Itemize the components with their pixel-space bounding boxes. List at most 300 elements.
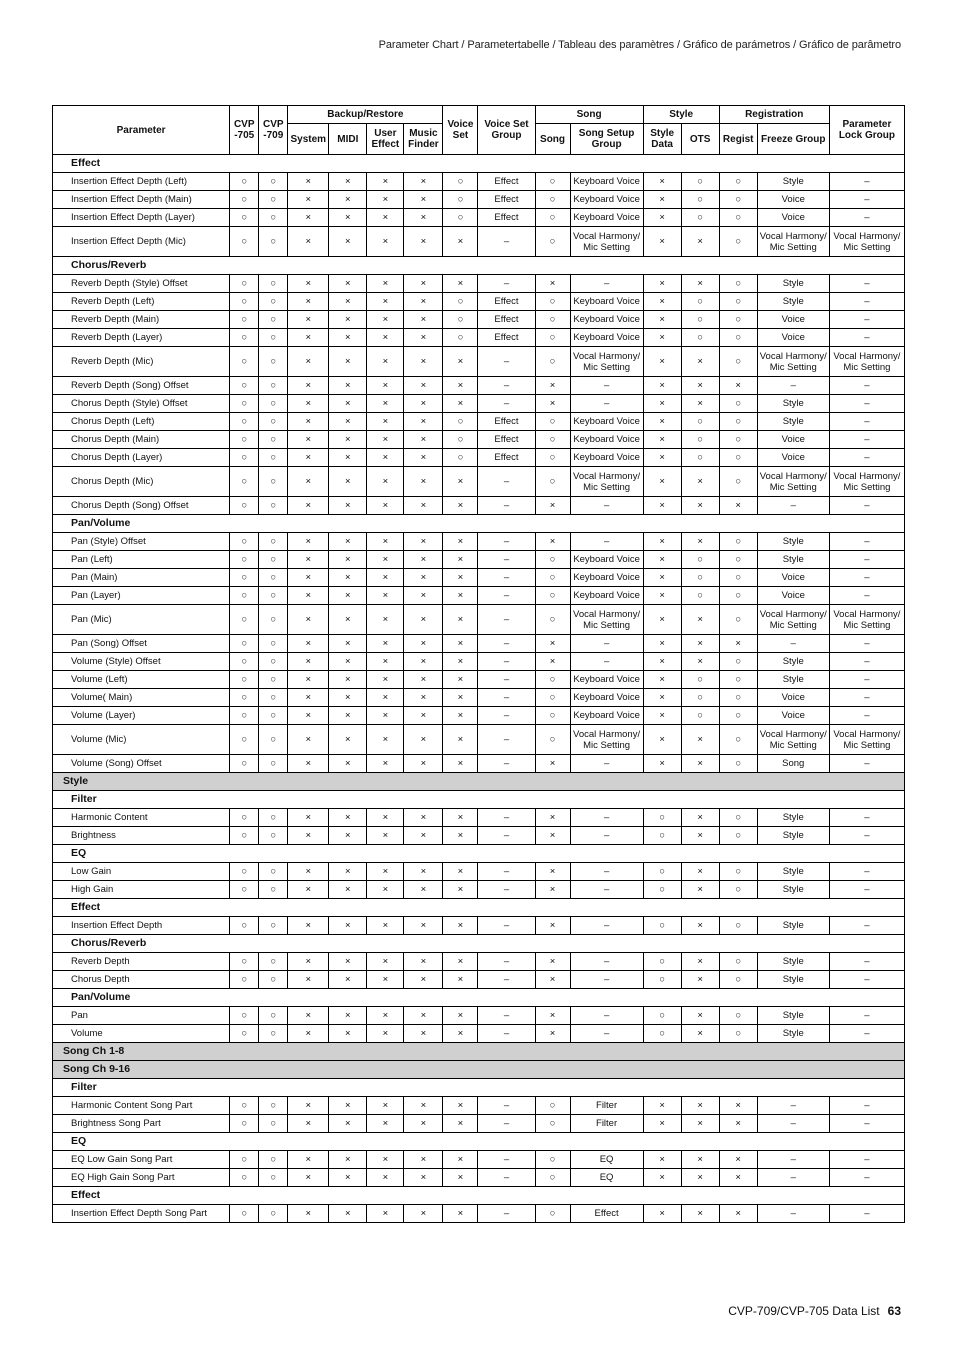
table-cell: × bbox=[643, 1115, 681, 1133]
table-cell: ○ bbox=[681, 587, 719, 605]
table-cell: ○ bbox=[643, 827, 681, 845]
table-cell: ○ bbox=[719, 311, 757, 329]
table-row bbox=[53, 209, 905, 227]
table-cell: × bbox=[288, 755, 329, 773]
table-cell: ○ bbox=[230, 329, 259, 347]
table-cell: ○ bbox=[535, 671, 570, 689]
table-cell: Keyboard Voice bbox=[570, 173, 643, 191]
table-cell: Voice bbox=[757, 431, 829, 449]
parameter-name: Volume( Main) bbox=[53, 689, 230, 707]
parameter-name: Chorus Depth (Style) Offset bbox=[53, 395, 230, 413]
table-cell: – bbox=[570, 497, 643, 515]
parameter-name: Insertion Effect Depth (Mic) bbox=[53, 227, 230, 257]
parameter-chart-table bbox=[52, 105, 905, 1223]
table-row bbox=[53, 725, 905, 755]
page-header: Parameter Chart / Parametertabelle / Tableau des paramètres / Gráfico de parámetros / Gráfico de parâmetro bbox=[378, 39, 901, 51]
table-cell: – bbox=[570, 377, 643, 395]
col-midi: MIDI bbox=[329, 124, 367, 155]
table-cell: Vocal Harmony/ Mic Setting bbox=[757, 467, 829, 497]
table-cell: × bbox=[681, 917, 719, 935]
table-cell: × bbox=[643, 533, 681, 551]
table-cell: × bbox=[443, 953, 478, 971]
table-cell: ○ bbox=[259, 569, 288, 587]
table-cell: ○ bbox=[719, 275, 757, 293]
table-cell: × bbox=[719, 635, 757, 653]
table-cell: – bbox=[829, 431, 904, 449]
table-cell: – bbox=[829, 1097, 904, 1115]
table-cell: × bbox=[329, 1169, 367, 1187]
table-cell: ○ bbox=[719, 209, 757, 227]
table-cell: × bbox=[681, 605, 719, 635]
table-cell: × bbox=[404, 347, 443, 377]
table-row bbox=[53, 467, 905, 497]
parameter-name: Volume (Layer) bbox=[53, 707, 230, 725]
table-cell: Effect bbox=[478, 209, 535, 227]
table-row bbox=[53, 1025, 905, 1043]
table-cell: × bbox=[288, 569, 329, 587]
parameter-name: Reverb Depth (Mic) bbox=[53, 347, 230, 377]
table-cell: ○ bbox=[230, 1169, 259, 1187]
table-cell: × bbox=[367, 329, 404, 347]
table-cell: ○ bbox=[719, 863, 757, 881]
table-cell: – bbox=[478, 1169, 535, 1187]
table-cell: × bbox=[288, 653, 329, 671]
subsection-row bbox=[53, 899, 905, 917]
table-cell: × bbox=[404, 863, 443, 881]
table-cell: – bbox=[757, 1115, 829, 1133]
table-cell: – bbox=[829, 635, 904, 653]
table-cell: Keyboard Voice bbox=[570, 587, 643, 605]
table-cell: × bbox=[367, 1151, 404, 1169]
table-cell: × bbox=[443, 347, 478, 377]
table-cell: Style bbox=[757, 809, 829, 827]
table-cell: – bbox=[829, 953, 904, 971]
table-cell: × bbox=[367, 953, 404, 971]
table-row bbox=[53, 431, 905, 449]
table-cell: ○ bbox=[681, 311, 719, 329]
subsection-row bbox=[53, 257, 905, 275]
table-cell: × bbox=[329, 881, 367, 899]
table-cell: × bbox=[367, 293, 404, 311]
table-cell: × bbox=[404, 971, 443, 989]
table-cell: Vocal Harmony/ Mic Setting bbox=[757, 227, 829, 257]
table-cell: × bbox=[404, 329, 443, 347]
col-user-effect: User Effect bbox=[367, 124, 404, 155]
table-row bbox=[53, 635, 905, 653]
table-cell: ○ bbox=[259, 1025, 288, 1043]
table-cell: × bbox=[643, 293, 681, 311]
table-cell: × bbox=[443, 1115, 478, 1133]
table-cell: – bbox=[478, 605, 535, 635]
table-cell: ○ bbox=[230, 449, 259, 467]
table-row bbox=[53, 227, 905, 257]
table-cell: ○ bbox=[230, 653, 259, 671]
table-cell: × bbox=[681, 1169, 719, 1187]
table-cell: × bbox=[643, 605, 681, 635]
table-cell: × bbox=[367, 917, 404, 935]
table-cell: × bbox=[367, 497, 404, 515]
table-cell: × bbox=[329, 605, 367, 635]
table-cell: × bbox=[288, 917, 329, 935]
table-row bbox=[53, 329, 905, 347]
table-cell: × bbox=[643, 587, 681, 605]
table-cell: × bbox=[329, 1151, 367, 1169]
table-cell: ○ bbox=[259, 587, 288, 605]
table-cell: Style bbox=[757, 551, 829, 569]
table-row bbox=[53, 551, 905, 569]
table-cell: ○ bbox=[230, 917, 259, 935]
table-cell: × bbox=[443, 1169, 478, 1187]
table-cell: ○ bbox=[719, 347, 757, 377]
table-row bbox=[53, 1115, 905, 1133]
table-cell: × bbox=[367, 1115, 404, 1133]
table-cell: ○ bbox=[719, 881, 757, 899]
col-regist: Regist bbox=[719, 124, 757, 155]
table-cell: × bbox=[404, 881, 443, 899]
table-cell: × bbox=[288, 953, 329, 971]
table-cell: × bbox=[288, 635, 329, 653]
table-cell: ○ bbox=[259, 1097, 288, 1115]
table-cell: ○ bbox=[681, 569, 719, 587]
category-label: Song Ch 9-16 bbox=[53, 1061, 905, 1079]
table-row bbox=[53, 671, 905, 689]
table-cell: Effect bbox=[478, 431, 535, 449]
table-cell: ○ bbox=[259, 347, 288, 377]
table-cell: ○ bbox=[719, 827, 757, 845]
table-cell: – bbox=[570, 1025, 643, 1043]
table-cell: × bbox=[643, 467, 681, 497]
table-cell: – bbox=[570, 971, 643, 989]
table-cell: × bbox=[404, 1169, 443, 1187]
table-cell: × bbox=[681, 863, 719, 881]
table-cell: × bbox=[404, 587, 443, 605]
table-cell: – bbox=[829, 275, 904, 293]
table-cell: × bbox=[443, 1025, 478, 1043]
table-cell: ○ bbox=[535, 587, 570, 605]
table-cell: ○ bbox=[230, 953, 259, 971]
table-cell: × bbox=[329, 863, 367, 881]
table-cell: ○ bbox=[230, 1025, 259, 1043]
table-cell: × bbox=[404, 431, 443, 449]
table-cell: ○ bbox=[535, 209, 570, 227]
table-cell: – bbox=[570, 917, 643, 935]
table-cell: – bbox=[478, 689, 535, 707]
subsection-label: EQ bbox=[53, 1133, 905, 1151]
table-cell: × bbox=[288, 275, 329, 293]
table-cell: × bbox=[404, 497, 443, 515]
subsection-label: Filter bbox=[53, 1079, 905, 1097]
table-cell: × bbox=[643, 209, 681, 227]
table-cell: × bbox=[404, 311, 443, 329]
parameter-name: Pan bbox=[53, 1007, 230, 1025]
table-cell: – bbox=[829, 1169, 904, 1187]
table-cell: – bbox=[478, 653, 535, 671]
table-cell: × bbox=[404, 173, 443, 191]
table-cell: × bbox=[643, 395, 681, 413]
table-cell: × bbox=[404, 227, 443, 257]
table-cell: × bbox=[719, 497, 757, 515]
table-cell: – bbox=[829, 827, 904, 845]
table-cell: ○ bbox=[259, 311, 288, 329]
category-row bbox=[53, 773, 905, 791]
table-cell: × bbox=[535, 653, 570, 671]
table-cell: – bbox=[570, 395, 643, 413]
table-cell: × bbox=[681, 725, 719, 755]
table-cell: × bbox=[288, 551, 329, 569]
table-cell: × bbox=[329, 635, 367, 653]
table-cell: ○ bbox=[230, 1097, 259, 1115]
table-cell: × bbox=[404, 467, 443, 497]
table-cell: × bbox=[329, 413, 367, 431]
table-cell: ○ bbox=[719, 653, 757, 671]
table-cell: × bbox=[329, 275, 367, 293]
parameter-name: Volume (Left) bbox=[53, 671, 230, 689]
table-row bbox=[53, 587, 905, 605]
table-cell: Keyboard Voice bbox=[570, 413, 643, 431]
table-cell: Keyboard Voice bbox=[570, 671, 643, 689]
parameter-name: Chorus Depth (Layer) bbox=[53, 449, 230, 467]
parameter-name: Insertion Effect Depth (Left) bbox=[53, 173, 230, 191]
table-cell: Effect bbox=[478, 311, 535, 329]
table-cell: ○ bbox=[230, 605, 259, 635]
table-cell: × bbox=[443, 755, 478, 773]
table-cell: × bbox=[367, 1169, 404, 1187]
table-cell: × bbox=[329, 191, 367, 209]
table-cell: × bbox=[404, 917, 443, 935]
table-cell: × bbox=[681, 275, 719, 293]
table-cell: × bbox=[443, 1007, 478, 1025]
table-cell: Song bbox=[757, 755, 829, 773]
table-cell: ○ bbox=[259, 671, 288, 689]
table-cell: × bbox=[535, 1007, 570, 1025]
table-cell: × bbox=[367, 1007, 404, 1025]
table-cell: – bbox=[829, 971, 904, 989]
col-freeze-group: Freeze Group bbox=[757, 124, 829, 155]
table-cell: Style bbox=[757, 827, 829, 845]
parameter-name: Volume (Mic) bbox=[53, 725, 230, 755]
table-cell: × bbox=[404, 827, 443, 845]
table-cell: × bbox=[681, 1007, 719, 1025]
table-cell: ○ bbox=[719, 395, 757, 413]
table-cell: Voice bbox=[757, 569, 829, 587]
table-cell: Effect bbox=[478, 191, 535, 209]
table-cell: × bbox=[443, 227, 478, 257]
table-cell: × bbox=[329, 533, 367, 551]
table-cell: – bbox=[829, 293, 904, 311]
subsection-row bbox=[53, 791, 905, 809]
table-cell: Vocal Harmony/ Mic Setting bbox=[829, 605, 904, 635]
table-row bbox=[53, 827, 905, 845]
table-cell: ○ bbox=[681, 413, 719, 431]
table-cell: EQ bbox=[570, 1151, 643, 1169]
parameter-name: Chorus Depth (Song) Offset bbox=[53, 497, 230, 515]
table-cell: ○ bbox=[719, 293, 757, 311]
table-cell: ○ bbox=[259, 449, 288, 467]
table-cell: × bbox=[443, 917, 478, 935]
parameter-name: Pan (Main) bbox=[53, 569, 230, 587]
table-cell: ○ bbox=[535, 173, 570, 191]
table-cell: × bbox=[288, 587, 329, 605]
table-cell: ○ bbox=[259, 863, 288, 881]
col-parameter-lock-group: Parameter Lock Group bbox=[829, 106, 904, 155]
table-cell: – bbox=[829, 377, 904, 395]
table-cell: × bbox=[404, 953, 443, 971]
table-cell: – bbox=[829, 671, 904, 689]
table-cell: ○ bbox=[643, 881, 681, 899]
table-cell: – bbox=[570, 827, 643, 845]
col-group-backup-restore: Backup/Restore bbox=[288, 106, 443, 124]
table-cell: Style bbox=[757, 917, 829, 935]
table-cell: ○ bbox=[681, 191, 719, 209]
subsection-row bbox=[53, 845, 905, 863]
table-cell: – bbox=[570, 275, 643, 293]
table-cell: – bbox=[829, 209, 904, 227]
table-cell: ○ bbox=[230, 1151, 259, 1169]
table-cell: – bbox=[478, 917, 535, 935]
table-cell: × bbox=[367, 551, 404, 569]
table-cell: – bbox=[478, 587, 535, 605]
table-cell: ○ bbox=[719, 551, 757, 569]
table-cell: Keyboard Voice bbox=[570, 551, 643, 569]
table-cell: × bbox=[681, 377, 719, 395]
table-cell: × bbox=[404, 569, 443, 587]
table-cell: ○ bbox=[719, 605, 757, 635]
table-cell: Style bbox=[757, 413, 829, 431]
table-row bbox=[53, 413, 905, 431]
table-cell: – bbox=[829, 653, 904, 671]
table-cell: – bbox=[570, 953, 643, 971]
table-row bbox=[53, 347, 905, 377]
table-cell: × bbox=[288, 449, 329, 467]
table-cell: × bbox=[404, 191, 443, 209]
table-cell: × bbox=[681, 1151, 719, 1169]
table-cell: × bbox=[443, 653, 478, 671]
table-row bbox=[53, 1205, 905, 1223]
table-cell: × bbox=[288, 1115, 329, 1133]
table-cell: Keyboard Voice bbox=[570, 209, 643, 227]
parameter-name: Insertion Effect Depth bbox=[53, 917, 230, 935]
table-cell: ○ bbox=[443, 173, 478, 191]
table-cell: Style bbox=[757, 1007, 829, 1025]
table-cell: EQ bbox=[570, 1169, 643, 1187]
table-cell: × bbox=[367, 971, 404, 989]
table-cell: ○ bbox=[643, 809, 681, 827]
table-cell: × bbox=[367, 395, 404, 413]
table-header bbox=[53, 106, 905, 155]
table-cell: Effect bbox=[478, 413, 535, 431]
table-cell: ○ bbox=[443, 209, 478, 227]
table-cell: ○ bbox=[535, 1097, 570, 1115]
table-cell: × bbox=[643, 191, 681, 209]
table-row bbox=[53, 881, 905, 899]
table-row bbox=[53, 569, 905, 587]
category-label: Style bbox=[53, 773, 905, 791]
table-cell: – bbox=[570, 533, 643, 551]
subsection-row bbox=[53, 989, 905, 1007]
table-cell: × bbox=[643, 725, 681, 755]
table-cell: Style bbox=[757, 533, 829, 551]
table-cell: × bbox=[443, 1205, 478, 1223]
table-cell: – bbox=[478, 881, 535, 899]
table-cell: ○ bbox=[535, 191, 570, 209]
table-cell: – bbox=[570, 809, 643, 827]
table-row bbox=[53, 605, 905, 635]
table-cell: – bbox=[829, 449, 904, 467]
table-cell: × bbox=[367, 533, 404, 551]
table-cell: ○ bbox=[681, 449, 719, 467]
table-cell: ○ bbox=[719, 569, 757, 587]
table-cell: – bbox=[478, 809, 535, 827]
table-cell: × bbox=[719, 1151, 757, 1169]
table-cell: × bbox=[329, 1115, 367, 1133]
table-cell: Voice bbox=[757, 191, 829, 209]
table-cell: Vocal Harmony/ Mic Setting bbox=[570, 347, 643, 377]
table-cell: ○ bbox=[719, 1007, 757, 1025]
parameter-name: Pan (Style) Offset bbox=[53, 533, 230, 551]
page-number: 63 bbox=[887, 1304, 901, 1318]
table-cell: × bbox=[404, 449, 443, 467]
table-cell: – bbox=[478, 1205, 535, 1223]
table-cell: × bbox=[329, 707, 367, 725]
table-cell: × bbox=[329, 953, 367, 971]
table-cell: × bbox=[288, 329, 329, 347]
table-cell: × bbox=[288, 605, 329, 635]
table-row bbox=[53, 707, 905, 725]
table-cell: ○ bbox=[259, 227, 288, 257]
table-cell: ○ bbox=[535, 329, 570, 347]
table-cell: – bbox=[829, 809, 904, 827]
table-cell: × bbox=[404, 755, 443, 773]
table-cell: × bbox=[329, 971, 367, 989]
table-cell: × bbox=[443, 377, 478, 395]
table-cell: ○ bbox=[230, 431, 259, 449]
table-row bbox=[53, 293, 905, 311]
table-cell: × bbox=[681, 497, 719, 515]
table-cell: × bbox=[367, 1025, 404, 1043]
table-cell: ○ bbox=[230, 881, 259, 899]
parameter-name: Reverb Depth (Main) bbox=[53, 311, 230, 329]
table-cell: – bbox=[829, 1025, 904, 1043]
parameter-name: Reverb Depth (Style) Offset bbox=[53, 275, 230, 293]
table-cell: Effect bbox=[478, 329, 535, 347]
table-cell: ○ bbox=[259, 377, 288, 395]
table-cell: × bbox=[535, 827, 570, 845]
table-cell: × bbox=[367, 881, 404, 899]
table-cell: ○ bbox=[259, 191, 288, 209]
table-cell: ○ bbox=[259, 431, 288, 449]
subsection-label: Chorus/Reverb bbox=[53, 257, 905, 275]
table-cell: × bbox=[329, 293, 367, 311]
table-cell: – bbox=[478, 347, 535, 377]
table-cell: ○ bbox=[719, 191, 757, 209]
table-cell: – bbox=[829, 329, 904, 347]
subsection-label: Effect bbox=[53, 899, 905, 917]
table-cell: ○ bbox=[230, 497, 259, 515]
table-row bbox=[53, 809, 905, 827]
table-row bbox=[53, 1097, 905, 1115]
table-cell: ○ bbox=[259, 275, 288, 293]
table-cell: ○ bbox=[259, 635, 288, 653]
parameter-name: Insertion Effect Depth (Layer) bbox=[53, 209, 230, 227]
table-cell: ○ bbox=[535, 725, 570, 755]
table-cell: Keyboard Voice bbox=[570, 329, 643, 347]
table-cell: × bbox=[404, 707, 443, 725]
table-cell: × bbox=[288, 671, 329, 689]
subsection-row bbox=[53, 1187, 905, 1205]
parameter-name: Volume bbox=[53, 1025, 230, 1043]
table-cell: × bbox=[443, 725, 478, 755]
table-cell: × bbox=[288, 1007, 329, 1025]
